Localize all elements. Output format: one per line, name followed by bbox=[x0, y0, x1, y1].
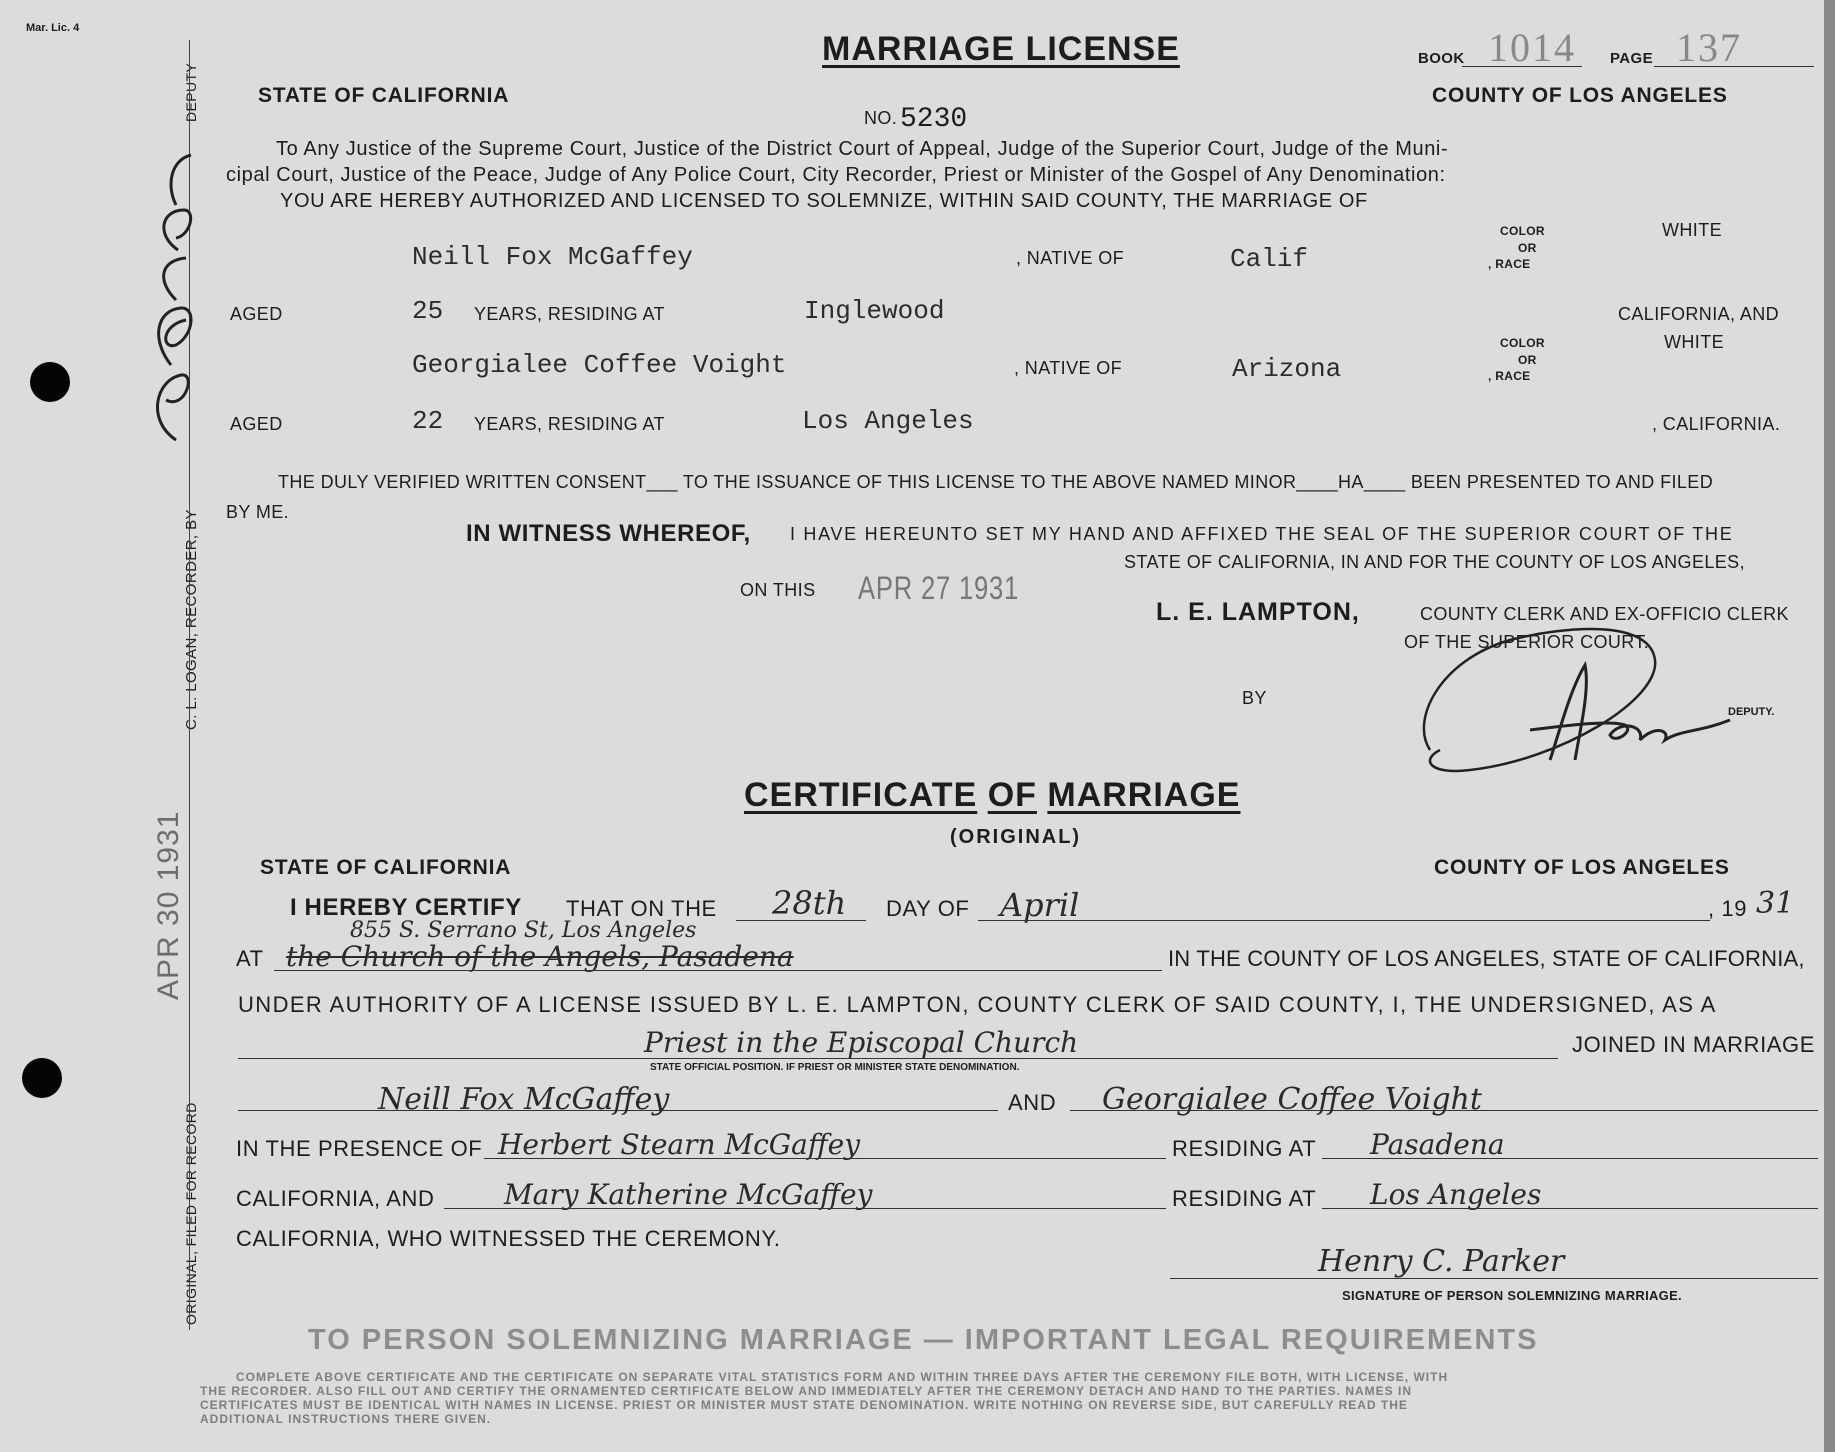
intro-line-3: YOU ARE HEREBY AUTHORIZED AND LICENSED TO SOLEMNIZE, WITHIN SAID COUNTY, THE MARRIAGE OF bbox=[280, 190, 1368, 212]
margin-deputy-label: DEPUTY bbox=[183, 62, 199, 122]
form-code: Mar. Lic. 4 bbox=[26, 22, 80, 34]
margin-filed-stamp: APR 30 1931 bbox=[152, 810, 185, 1000]
license-no-label: NO. bbox=[864, 108, 898, 128]
on-this-label: ON THIS bbox=[740, 580, 816, 600]
footer-fine-3: CERTIFICATES MUST BE IDENTICAL WITH NAMES IN LICENSE. PRIEST OR MINISTER MUST STATE DENOMINATION. WRITE NOTHING ON REVERSE SIDE, BUT CAREFULLY READ THE bbox=[200, 1398, 1408, 1412]
certify-bold: I HEREBY CERTIFY bbox=[290, 894, 522, 921]
county-state-label: IN THE COUNTY OF LOS ANGELES, STATE OF CALIFORNIA, bbox=[1168, 946, 1805, 971]
deputy-clerk-signature bbox=[1410, 620, 1740, 785]
certificate-title-c: MARRIAGE bbox=[1047, 776, 1241, 814]
margin-filed-label: ORIGINAL, FILED FOR RECORD bbox=[183, 1102, 199, 1325]
year-prefix: , 19 bbox=[1708, 896, 1748, 921]
groom-name: Neill Fox McGaffey bbox=[412, 242, 693, 272]
that-on-the-label: THAT ON THE bbox=[566, 896, 717, 921]
day-of-label: DAY OF bbox=[886, 896, 970, 921]
page-label: PAGE bbox=[1610, 50, 1653, 67]
certificate-county: COUNTY OF LOS ANGELES bbox=[1434, 856, 1730, 879]
footer-fine-2: THE RECORDER. ALSO FILL OUT AND CERTIFY THE ORNAMENTED CERTIFICATE BELOW AND IMMEDIATELY AFTER THE CEREMONY DETACH AND HAND TO THE PARTIES. NAMES IN bbox=[200, 1384, 1413, 1398]
punch-hole-top bbox=[30, 362, 70, 402]
groom-age: 25 bbox=[412, 296, 444, 326]
deputy-label: DEPUTY. bbox=[1728, 706, 1775, 718]
place-value: the Church of the Angels, Pasadena bbox=[286, 940, 794, 973]
book-value: 1014 bbox=[1488, 25, 1576, 70]
party-2: Georgialee Coffee Voight bbox=[1102, 1082, 1482, 1117]
place-correction: 855 S. Serrano St, Los Angeles bbox=[350, 918, 697, 943]
bride-aged-label: AGED bbox=[230, 414, 283, 434]
footer-fine-4: ADDITIONAL INSTRUCTIONS THERE GIVEN. bbox=[200, 1412, 492, 1426]
bride-color-label-3: , RACE bbox=[1488, 369, 1531, 383]
witness-1-residing-label: RESIDING AT bbox=[1172, 1136, 1317, 1161]
punch-hole-bottom bbox=[22, 1058, 62, 1098]
certificate-title bbox=[744, 776, 1240, 815]
groom-color-label-2: OR bbox=[1518, 241, 1537, 255]
groom-native: Calif bbox=[1230, 244, 1309, 274]
bride-race: WHITE bbox=[1664, 332, 1724, 352]
license-county: COUNTY OF LOS ANGELES bbox=[1432, 84, 1728, 107]
license-no-value: 5230 bbox=[900, 104, 968, 135]
bride-color-label-2: OR bbox=[1518, 353, 1537, 367]
presence-label: IN THE PRESENCE OF bbox=[236, 1136, 483, 1161]
marriage-day: 28th bbox=[772, 884, 847, 922]
signature-label: SIGNATURE OF PERSON SOLEMNIZING MARRIAGE. bbox=[1342, 1288, 1682, 1303]
margin-deputy-signature bbox=[136, 150, 206, 455]
bride-age: 22 bbox=[412, 406, 444, 436]
bride-residing-label: YEARS, RESIDING AT bbox=[474, 414, 665, 434]
certificate-title-a: CERTIFICATE bbox=[744, 776, 978, 814]
witness-2-residing-label: RESIDING AT bbox=[1172, 1186, 1317, 1211]
footer-fine-1: COMPLETE ABOVE CERTIFICATE AND THE CERTIFICATE ON SEPARATE VITAL STATISTICS FORM AND WITHIN THREE DAYS AFTER THE CEREMONY FILE BOTH, WITH LICENSE, WITH bbox=[236, 1370, 1449, 1384]
book-label: BOOK bbox=[1418, 50, 1465, 67]
groom-residing-label: YEARS, RESIDING AT bbox=[474, 304, 665, 324]
intro-line-1: To Any Justice of the Supreme Court, Justice of the District Court of Appeal, Judge of the Superior Court, Judge of the Muni- bbox=[276, 138, 1449, 160]
ceremony-line: CALIFORNIA, WHO WITNESSED THE CEREMONY. bbox=[236, 1226, 781, 1251]
margin-recorder-label: C. L. LOGAN, RECORDER, BY bbox=[183, 509, 200, 730]
footer-heading: TO PERSON SOLEMNIZING MARRIAGE — IMPORTANT LEGAL REQUIREMENTS bbox=[308, 1324, 1539, 1356]
and-label: AND bbox=[1008, 1090, 1057, 1115]
license-title: MARRIAGE LICENSE bbox=[822, 30, 1180, 68]
groom-color-label-1: COLOR bbox=[1500, 224, 1545, 238]
at-label: AT bbox=[236, 946, 264, 971]
groom-race: WHITE bbox=[1662, 220, 1722, 240]
marriage-month: April bbox=[1000, 886, 1080, 924]
bride-name: Georgialee Coffee Voight bbox=[412, 350, 787, 380]
page-value: 137 bbox=[1676, 25, 1742, 70]
joined-in-marriage-label: JOINED IN MARRIAGE bbox=[1572, 1032, 1816, 1057]
witness-2-residence: Los Angeles bbox=[1370, 1178, 1542, 1211]
bride-native: Arizona bbox=[1232, 354, 1342, 384]
witness-whereof-line-2: STATE OF CALIFORNIA, IN AND FOR THE COUNTY OF LOS ANGELES, bbox=[1124, 552, 1745, 572]
clerk-name: L. E. LAMPTON, bbox=[1156, 598, 1360, 626]
california-and-label: CALIFORNIA, AND bbox=[236, 1186, 435, 1211]
bride-color-label-1: COLOR bbox=[1500, 336, 1545, 350]
groom-california-and: CALIFORNIA, AND bbox=[1618, 304, 1780, 324]
witness-1-residence: Pasadena bbox=[1370, 1128, 1505, 1161]
marriage-year: 31 bbox=[1756, 886, 1795, 921]
clerk-title-1: COUNTY CLERK AND EX-OFFICIO CLERK bbox=[1420, 604, 1789, 624]
certificate-subtitle: (ORIGINAL) bbox=[950, 826, 1082, 848]
groom-color-label-3: , RACE bbox=[1488, 257, 1531, 271]
officiant-signature: Henry C. Parker bbox=[1318, 1244, 1565, 1279]
certificate-title-b: OF bbox=[987, 776, 1037, 814]
intro-line-2: cipal Court, Justice of the Peace, Judge of Any Police Court, City Recorder, Priest or Minister of the Gospel of Any Denomination: bbox=[226, 164, 1446, 186]
consent-line-2: BY ME. bbox=[226, 502, 290, 522]
bride-residence: Los Angeles bbox=[802, 406, 974, 436]
bride-native-label: , NATIVE OF bbox=[1014, 358, 1123, 378]
license-date-stamp: APR 27 1931 bbox=[858, 570, 1020, 606]
authority-line: UNDER AUTHORITY OF A LICENSE ISSUED BY L. E. LAMPTON, COUNTY CLERK OF SAID COUNTY, I, THE UNDERSIGNED, AS A bbox=[238, 992, 1717, 1017]
witness-whereof-rest: I HAVE HEREUNTO SET MY HAND AND AFFIXED THE SEAL OF THE SUPERIOR COURT OF THE bbox=[790, 524, 1734, 544]
position-note: STATE OFFICIAL POSITION. IF PRIEST OR MINISTER STATE DENOMINATION. bbox=[650, 1062, 1020, 1073]
certificate-state: STATE OF CALIFORNIA bbox=[260, 856, 512, 879]
clerk-title-2: OF THE SUPERIOR COURT. bbox=[1404, 632, 1650, 652]
page-edge bbox=[1824, 0, 1835, 1452]
consent-line-1: THE DULY VERIFIED WRITTEN CONSENT___ TO THE ISSUANCE OF THIS LICENSE TO THE ABOVE NAMED MINOR____HA____ BEEN PRESENTED TO AND FILED bbox=[278, 472, 1714, 492]
license-state: STATE OF CALIFORNIA bbox=[258, 84, 510, 107]
groom-native-label: , NATIVE OF bbox=[1016, 248, 1125, 268]
witness-whereof-bold: IN WITNESS WHEREOF, bbox=[466, 520, 751, 547]
officiant-position: Priest in the Episcopal Church bbox=[644, 1026, 1079, 1059]
groom-residence: Inglewood bbox=[804, 296, 945, 326]
party-1: Neill Fox McGaffey bbox=[378, 1082, 670, 1117]
groom-aged-label: AGED bbox=[230, 304, 283, 324]
witness-1: Herbert Stearn McGaffey bbox=[498, 1128, 861, 1161]
witness-2: Mary Katherine McGaffey bbox=[504, 1178, 873, 1211]
bride-california-end: , CALIFORNIA. bbox=[1652, 414, 1781, 434]
by-label: BY bbox=[1242, 688, 1267, 708]
